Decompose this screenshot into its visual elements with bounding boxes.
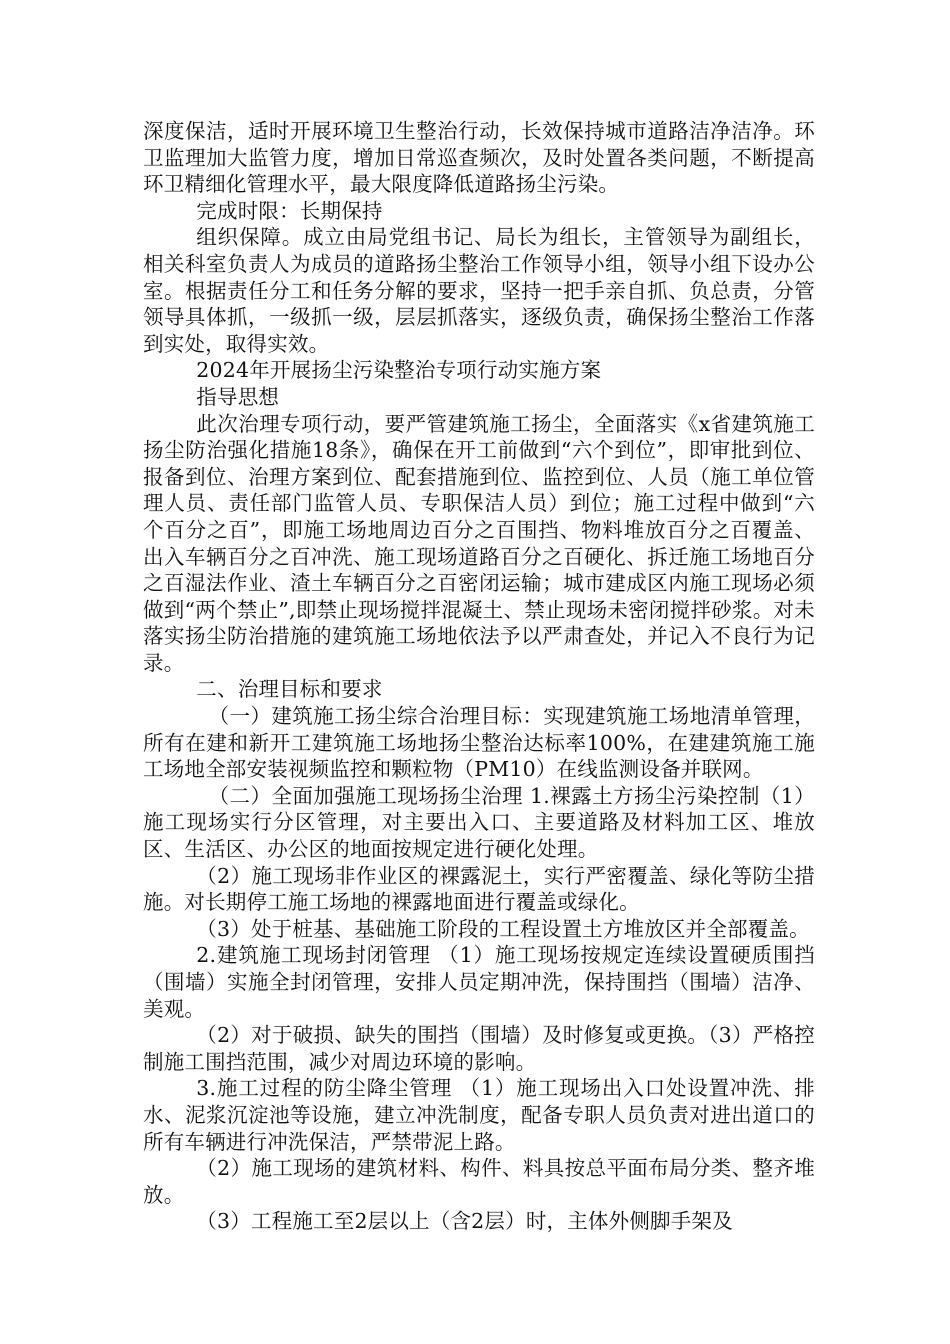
section-title: 2024年开展扬尘污染整治专项行动实施方案 bbox=[196, 358, 602, 383]
paragraph-goal-2: （二）全面加强施工现场扬尘治理 1.裸露土方扬尘污染控制（1）施工现场实行分区管理，对主要出入口、主要道路及材料加工区、堆放区、生活区、办公区的地面按规定进行硬化处理。 bbox=[143, 783, 815, 862]
document-body bbox=[143, 118, 815, 1235]
paragraph-enclosure: 2.建筑施工现场封闭管理 （1）施工现场按规定连续设置硬质围挡（围墙）实施全封闭管理，安排人员定期冲洗，保持围挡（围墙）洁净、美观。 bbox=[143, 943, 815, 1021]
heading-goals: 二、治理目标和要求 bbox=[196, 677, 383, 702]
paragraph-materials: （2）施工现场的建筑材料、构件、料具按总平面布局分类、整齐堆放。 bbox=[143, 1156, 815, 1207]
paragraph-dust-control: 3.施工过程的防尘降尘管理 （1）施工现场出入口处设置冲洗、排水、泥浆沉淀池等设施，建立冲洗制度，配备专职人员负责对进出道口的所有车辆进行冲洗保洁，严禁带泥上路。 bbox=[143, 1076, 815, 1154]
paragraph-continuation: 深度保洁，适时开展环境卫生整治行动，长效保持城市道路洁净洁净。环卫监理加大监管力度，增加日常巡查频次，及时处置各类问题，不断提高环卫精细化管理水平，最大限度降低道路扬尘污染。 bbox=[143, 119, 815, 197]
paragraph-item-2: （2）施工现场非作业区的裸露泥土，实行严密覆盖、绿化等防尘措施。对长期停工施工场地的裸露地面进行覆盖或绿化。 bbox=[143, 863, 815, 915]
heading-guiding-ideology: 指导思想 bbox=[196, 384, 280, 409]
paragraph-item-3: （3）处于桩基、基础施工阶段的工程设置土方堆放区并全部覆盖。 bbox=[196, 916, 810, 941]
paragraph-organization: 组织保障。成立由局党组书记、局长为组长，主管领导为副组长，相关科室负责人为成员的道路扬尘整治工作领导小组，领导小组下设办公室。根据责任分工和任务分解的要求，坚持一把手亲自抓、负总责，分管领导具体抓，一级抓一级，层层抓落实，逐级负责，确保扬尘整治工作落到实处，取得实效。 bbox=[143, 225, 815, 356]
paragraph-goal-1: （一）建筑施工扬尘综合治理目标：实现建筑施工场地清单管理，所有在建和新开工建筑施工场地扬尘整治达标率100%，在建建筑施工施工场地全部安装视频监控和颗粒物（PM10）在线监测设备并联网。 bbox=[143, 704, 815, 782]
paragraph-deadline: 完成时限：长期保持 bbox=[196, 198, 383, 223]
paragraph-enclosure-repair: （2）对于破损、缺失的围挡（围墙）及时修复或更换。（3）严格控制施工围挡范围，减少对周边环境的影响。 bbox=[143, 1023, 815, 1074]
paragraph-guiding-ideology: 此次治理专项行动，要严管建筑施工扬尘，全面落实《x省建筑施工扬尘防治强化措施18条》，确保在开工前做到“六个到位”，即审批到位、报备到位、治理方案到位、配套措施到位、监控到位、人员（施工单位管理人员、责任部门监管人员、专职保洁人员）到位；施工过程中做到“六个百分之百”，即施工场地周边百分之百围挡、物料堆放百分之百覆盖、出入车辆百分之百冲洗、施工现场道路百分之百硬化、拆迁施工场地百分之百湿法作业、渣土车辆百分之百密闭运输；城市建成区内施工现场必须做到“两个禁止”,即禁止现场搅拌混凝土、禁止现场未密闭搅拌砂浆。对未落实扬尘防治措施的建筑施工场地依法予以严肃查处，并记入不良行为记录。 bbox=[143, 411, 815, 675]
paragraph-scaffold: （3）工程施工至2层以上（含2层）时，主体外侧脚手架及 bbox=[196, 1209, 733, 1234]
